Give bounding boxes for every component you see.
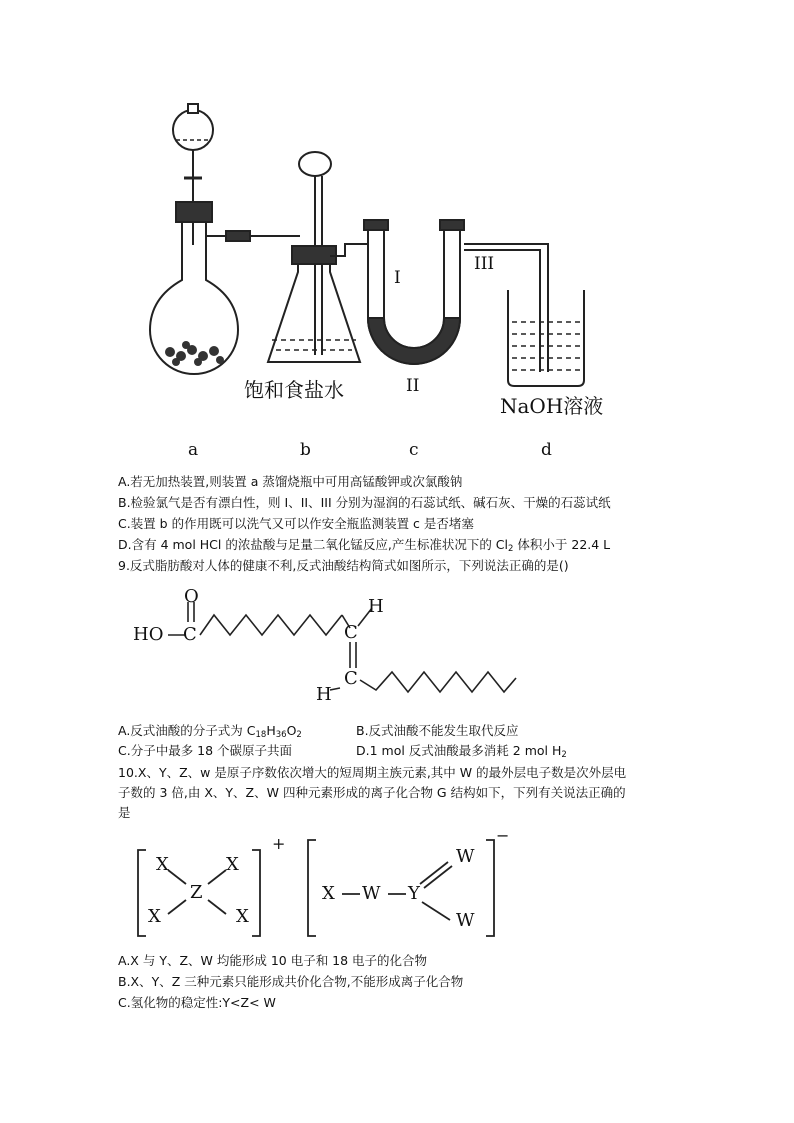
q9-stem: 9.反式脂肪酸对人体的健康不利,反式油酸结构简式如图所示，下列说法正确的是(): [118, 558, 569, 573]
apparatus-label-a: a: [188, 440, 199, 460]
tube-label-2: II: [406, 376, 420, 396]
cation-x3: X: [148, 906, 161, 927]
struct-h1: H: [368, 596, 384, 617]
anion-charge: −: [496, 826, 510, 845]
q10-stem-3: 是: [118, 805, 131, 820]
anion-w1: W: [362, 883, 381, 904]
cation-charge: +: [272, 834, 286, 853]
struct-ho: HO: [133, 624, 164, 645]
apparatus-label-d: d: [541, 440, 552, 460]
q10-option-a: A.X 与 Y、Z、W 均能形成 10 电子和 18 电子的化合物: [118, 953, 428, 968]
q9-option-a-h: H: [266, 723, 276, 738]
anion-x: X: [322, 883, 335, 904]
q9-option-d: [356, 743, 567, 763]
q9-option-a-text: A.反式油酸的分子式为 C: [118, 723, 256, 738]
apparatus-diagram: [0, 0, 794, 470]
apparatus-label-b: b: [300, 440, 311, 460]
struct-c3: C: [344, 668, 358, 689]
cation-x4: X: [236, 906, 249, 927]
q10-stem-2: 子数的 3 倍,由 X、Y、Z、W 四种元素形成的离子化合物 G 结构如下，下列有关说法正确的: [118, 785, 626, 800]
q9-option-a-sub2: 36: [275, 730, 287, 740]
cation-z: Z: [190, 882, 203, 903]
tube-label-3: III: [474, 254, 495, 274]
q9-option-b: B.反式油酸不能发生取代反应: [356, 723, 519, 738]
tube-label-1: I: [394, 268, 401, 288]
anion-w3: W: [456, 910, 475, 931]
q9-option-d-sub: 2: [561, 750, 567, 760]
q10-option-b: B.X、Y、Z 三种元素只能形成共价化合物,不能形成离子化合物: [118, 974, 464, 989]
q9-option-a-sub1: 18: [255, 730, 267, 740]
naoh-label: NaOH溶液: [500, 394, 604, 418]
q9-option-d-text: D.1 mol 反式油酸最多消耗 2 mol H: [356, 743, 562, 758]
struct-o: O: [184, 586, 199, 607]
cation-x1: X: [156, 854, 169, 875]
q8-option-d-sub: 2: [508, 544, 514, 554]
q8-option-d-tail: 体积小于 22.4 L: [513, 537, 611, 552]
anion-w2: W: [456, 846, 475, 867]
struct-h2: H: [316, 684, 332, 705]
struct-c1: C: [183, 624, 197, 645]
ionic-compound-structure: [0, 830, 794, 950]
q8-option-c: C.装置 b 的作用既可以洗气又可以作安全瓶监测装置 c 是否堵塞: [118, 516, 474, 531]
oleic-acid-structure: [0, 580, 794, 710]
q9-option-c: C.分子中最多 18 个碳原子共面: [118, 743, 293, 758]
q8-option-d-text: D.含有 4 mol HCl 的浓盐酸与足量二氧化锰反应,产生标准状况下的 Cl: [118, 537, 508, 552]
q9-option-a-sub3: 2: [296, 730, 302, 740]
q8-option-a: A.若无加热装置,则装置 a 蒸馏烧瓶中可用高锰酸钾或次氯酸钠: [118, 474, 463, 489]
q8-option-b: B.检验氯气是否有漂白性，则 I、II、III 分别为湿润的石蕊试纸、碱石灰、干燥的石蕊试纸: [118, 495, 611, 510]
q9-option-a-o: O: [286, 723, 297, 738]
q9-option-a: [118, 723, 302, 743]
q8-option-d: [118, 537, 610, 557]
saline-label: 饱和食盐水: [244, 378, 344, 402]
struct-c2: C: [344, 622, 358, 643]
apparatus-label-c: c: [409, 440, 419, 460]
q10-stem-1: 10.X、Y、Z、w 是原子序数依次增大的短周期主族元素,其中 W 的最外层电子数是次外层电: [118, 765, 627, 780]
q10-option-c: C.氢化物的稳定性:Y<Z< W: [118, 995, 276, 1010]
cation-x2: X: [226, 854, 239, 875]
anion-y: Y: [408, 883, 420, 904]
